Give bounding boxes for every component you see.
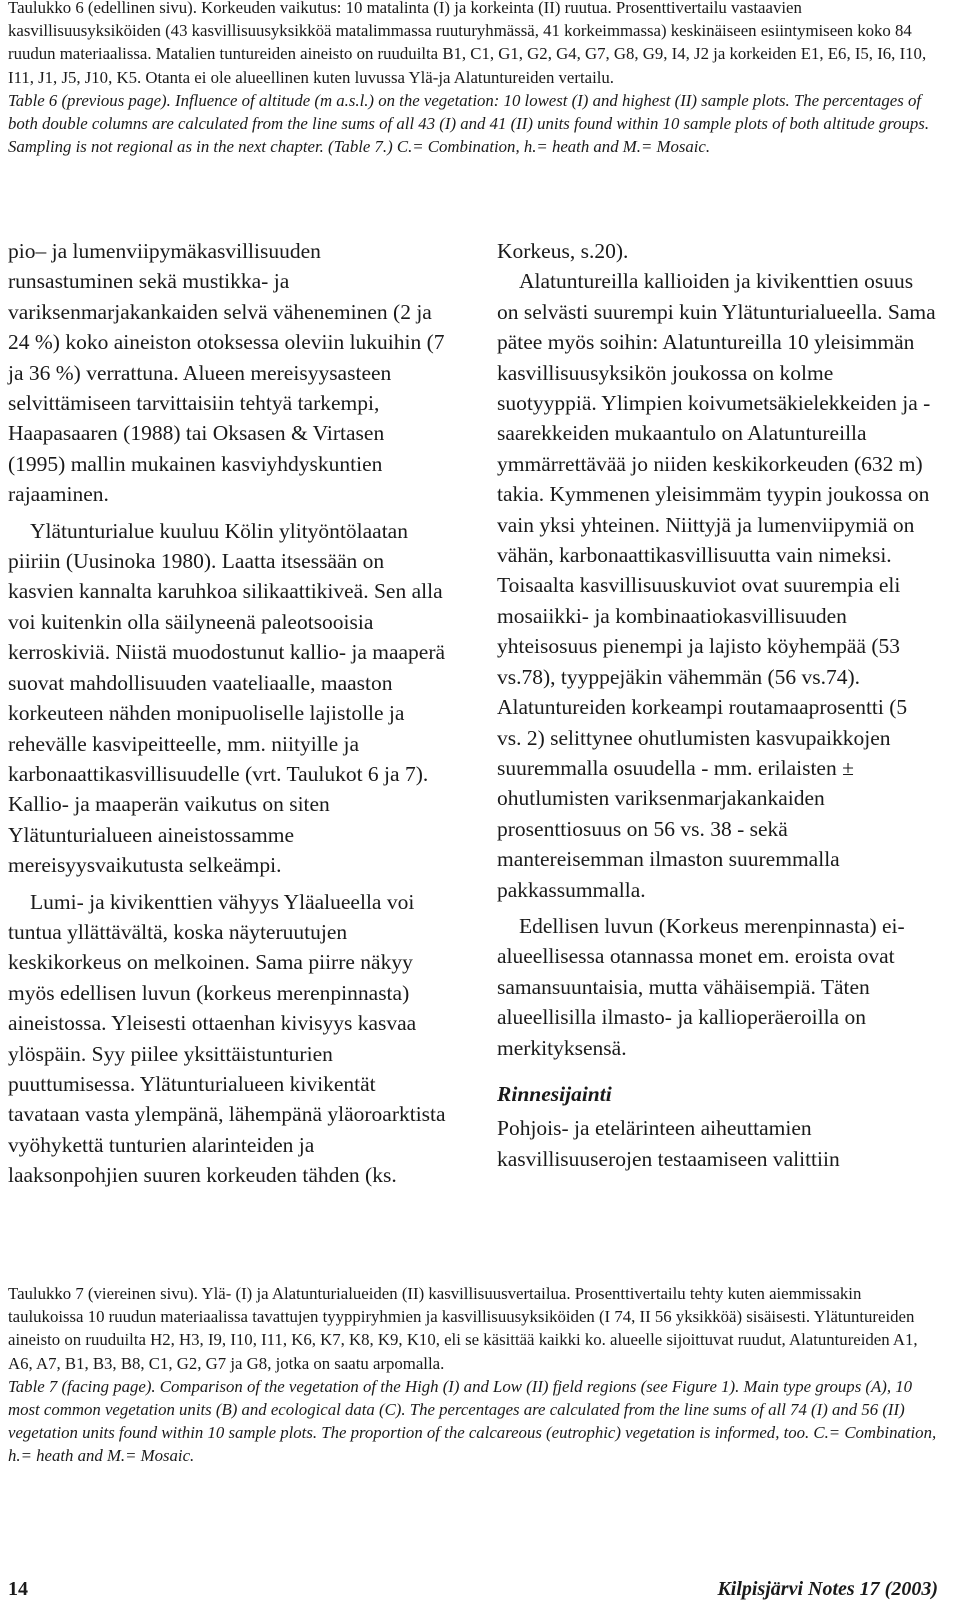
paragraph: Alatuntureilla kallioiden ja kivikenttien osuus on selvästi suurempi kuin Ylätunturialueella. Sama pätee myös soihin: Alatuntureilla 10 yleisimmän kasvillisuusyksikön joukossa on kolme suotyyppiä. Ylimpien koivumetsäkielekkeiden ja -saarekkeiden mukaantulo on Alatuntureilla ymmärrettävää jo niiden keskikorkeuden (632 m) takia. Kymmenen yleisimmäm tyypin joukossa on vain yksi yhteinen. Niittyjä ja lumenviipymiä on vähän, karbonaattikasvillisuutta vain nimeksi. Toisaalta kasvillisuuskuviot ovat suurempia eli mosaiikki- ja kombinaatiokasvillisuuden yhteisosuus pienempi ja lajisto köyhempää (53 vs.78), tyyppejäkin vähemmän (56 vs.74). Alatuntureiden korkeampi routamaaprosentti (5 vs. 2) selittynee ohutlumisten kasvupaikkojen suuremmalla osuudella - mm. erilaisten ± ohutlumisten variksenmarjakankaiden prosenttiosuus on 56 vs. 38 - sekä mantereisemman ilmaston suuremmalla pakkassummalla. bbox=[497, 269, 936, 902]
table-6-caption bbox=[8, 0, 938, 158]
caption-english: Table 6 (previous page). Influence of altitude (m a.s.l.) on the vegetation: 10 lowest (I) and highest (II) sample plots. The percentages of both double columns are calculated from the line sums of all 43 (I) and 41 (II) units found within 10 sample plots of both altitude groups. Sampling is not regional as in the next chapter. (Table 7.) C.= Combination, h.= heath and M.= Mosaic. bbox=[8, 90, 930, 157]
table-7-caption bbox=[8, 1282, 938, 1468]
paragraph: Ylätunturialue kuuluu Kölin ylityöntölaatan piiriin (Uusinoka 1980). Laatta itsessään on kasvien kannalta karuhkoa silikaattikiveä. Sen alla voi kuitenkin olla säilyneenä paleotsooisia kerroskiviä. Niistä muodostunut kallio- ja maaperä suovat mahdollisuuden vaateliaalle, maaston korkeuteen nähden monipuoliselle lajistolle ja rehevälle kasvipeitteelle, mm. niityille ja karbonaattikasvillisuudelle (vrt. Taulukot 6 ja 7). Kallio- ja maaperän vaikutus on siten Ylätunturialueen aineistossamme mereisyysvaikutusta selkeämpi. bbox=[8, 518, 446, 878]
paragraph: pio– ja lumenviipymäkasvillisuuden runsastuminen sekä mustikka- ja variksenmarjakankaiden selvä väheneminen (2 ja 24 %) koko aineiston otoksessa oleviin lukuihin (7 ja 36 %) verrattuna. Alueen mereisyysasteen selvittämiseen tarvittaisiin tehtyä tarkempi, Haapasaaren (1988) tai Oksasen & Virtasen (1995) mallin mukainen kasviyhdyskuntien rajaaminen. bbox=[8, 239, 445, 507]
paragraph: Pohjois- ja etelärinteen aiheuttamien kasvillisuuserojen testaamiseen valittiin bbox=[497, 1116, 840, 1171]
paragraph: Edellisen luvun (Korkeus merenpinnasta) ei-alueellisessa otannassa monet em. eroista ovat samansuuntaisia, mutta vähäisempiä. Täten alueellisilla ilmasto- ja kallioperäeroilla on merkityksensä. bbox=[497, 913, 905, 1060]
journal-title: Kilpisjärvi Notes 17 (2003) bbox=[717, 1578, 938, 1600]
caption-finnish: Taulukko 6 (edellinen sivu). Korkeuden vaikutus: 10 matalinta (I) ja korkeinta (II) ruutua. Prosenttivertailu vastaavien kasvillisuusyksiköiden (43 kasvillisuusyksikköä matalimmassa ruuturyhmässä, 41 korkeimmassa) keskinäiseen esiintymiseen koko 84 ruudun materiaalissa. Matalien tuntureiden aineisto on ruuduilta B1, C1, G1, G2, G4, G7, G8, G9, I4, J2 ja korkeiden E1, E6, I5, I6, I10, I11, J1, J5, J10, K5. Otanta ei ole alueellinen kuten luvussa Ylä-ja Alatuntureiden vertailu. bbox=[8, 0, 927, 87]
caption-finnish: Taulukko 7 (viereinen sivu). Ylä- (I) ja Alatunturialueiden (II) kasvillisuusvertailua. Prosenttivertailu tehty kuten aiemmissakin taulukoissa 10 ruudun materiaalissa tavattujen tyyppiryhmien ja kasvillisuusyksiköiden (I 74, II 56 yksikköä) sisäisesti. Ylätuntureiden aineisto on ruuduilta H2, H3, I9, I10, I11, K6, K7, K8, K9, K10, eli se käsittää kaikki ko. alueelle sijoittuvat ruudut, Alatuntureiden A1, A6, A7, B1, B3, B8, C1, G2, G7 ja G8, jotka on saatu arpomalla. bbox=[8, 1284, 918, 1373]
right-column bbox=[497, 236, 937, 1174]
section-heading: Rinnesijainti bbox=[497, 1081, 612, 1106]
page-number: 14 bbox=[8, 1578, 28, 1600]
left-column bbox=[8, 236, 446, 1191]
paragraph: Korkeus, s.20). bbox=[497, 239, 629, 263]
caption-english: Table 7 (facing page). Comparison of the vegetation of the High (I) and Low (II) fjeld regions (see Figure 1). Main type groups (A), 10 most common vegetation units (B) and ecological data (C). The percentages are calculated from the line sums of all 74 (I) and 56 (II) vegetation units found within 10 sample plots. The proportion of the calcareous (eutrophic) vegetation is informed, too. C.= Combination, h.= heath and M.= Mosaic. bbox=[8, 1376, 937, 1466]
paragraph: Lumi- ja kivikenttien vähyys Yläalueella voi tuntua yllättävältä, koska näyteruutujen keskikorkeus on melkoinen. Sama piirre näkyy myös edellisen luvun (korkeus merenpinnasta) aineistossa. Yleisesti ottaenhan kivisyys kasvaa ylöspäin. Syy piilee yksittäistunturien puuttumisessa. Ylätunturialueen kivikentät tavataan vasta ylempänä, lähempänä yläoroarktista vyöhykettä tunturien alarinteiden ja laaksonpohjien suuren korkeuden tähden (ks. bbox=[8, 889, 446, 1188]
